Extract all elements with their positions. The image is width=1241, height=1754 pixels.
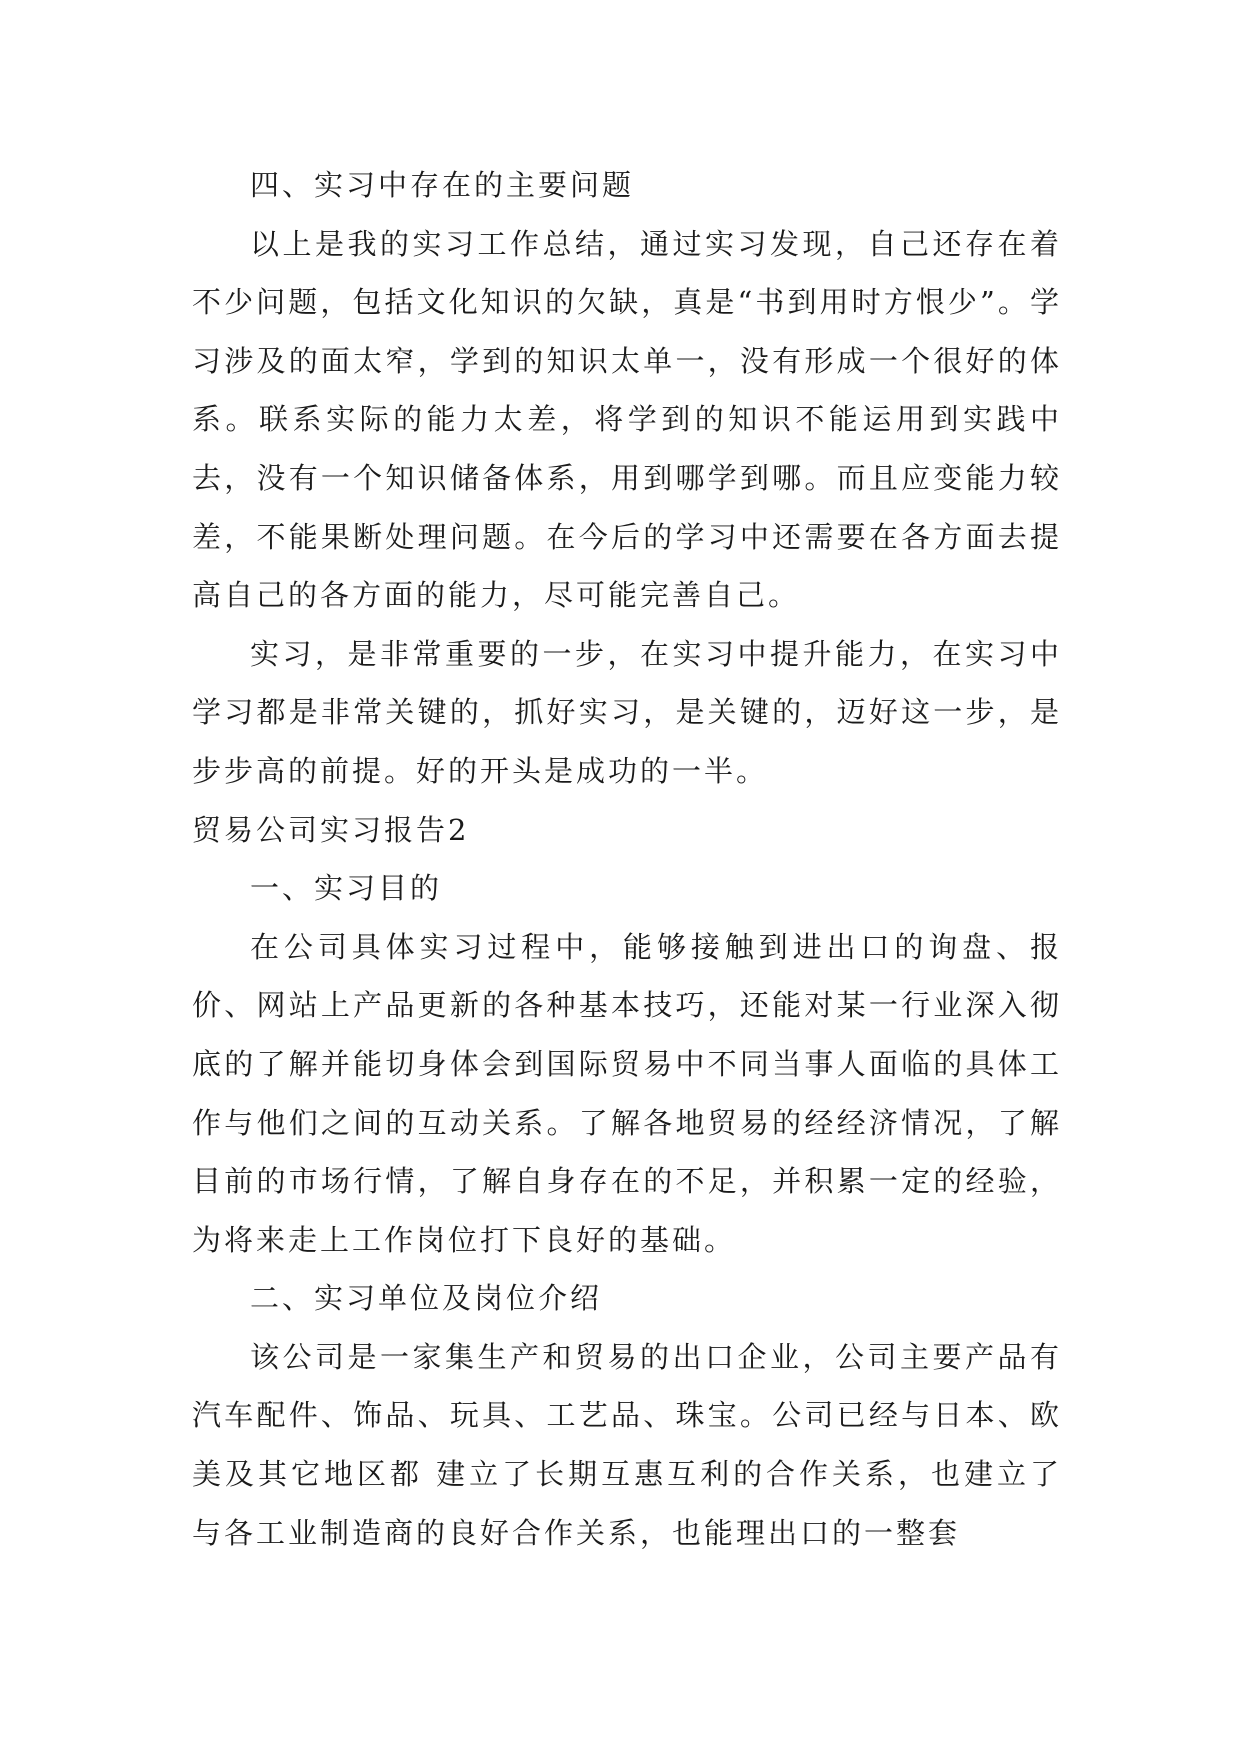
paragraph-purpose: 在公司具体实习过程中，能够接触到进出口的询盘、报价、网站上产品更新的各种基本技巧，还能对某一行业深入彻底的了解并能切身体会到国际贸易中不同当事人面临的具体工作与他们之间的互动关系。了解各地贸易的经经济情况，了解目前的市场行情，了解自身存在的不足，并积累一定的经验，为将来走上工作岗位打下良好的基础。 bbox=[192, 929, 1062, 1257]
document-body bbox=[192, 156, 1062, 1562]
paragraph-problems-summary: 以上是我的实习工作总结，通过实习发现，自己还存在着不少问题，包括文化知识的欠缺，真是“书到用时方恨少”。学习涉及的面太窄，学到的知识太单一，没有形成一个很好的体系。联系实际的能力太差，将学到的知识不能运用到实践中去，没有一个知识储备体系，用到哪学到哪。而且应变能力较差，不能果断处理问题。在今后的学习中还需要在各方面去提高自己的各方面的能力，尽可能完善自己。 bbox=[192, 226, 1062, 613]
section-heading-main-problems: 四、实习中存在的主要问题 bbox=[250, 168, 635, 202]
paragraph-internship-importance: 实习，是非常重要的一步，在实习中提升能力，在实习中学习都是非常关键的，抓好实习，是关键的，迈好这一步，是步步高的前提。好的开头是成功的一半。 bbox=[192, 636, 1062, 788]
report-title: 贸易公司实习报告2 bbox=[192, 812, 470, 847]
section-heading-purpose: 一、实习目的 bbox=[250, 871, 443, 906]
section-heading-unit-intro: 二、实习单位及岗位介绍 bbox=[250, 1281, 603, 1316]
paragraph-unit-intro: 该公司是一家集生产和贸易的出口企业，公司主要产品有汽车配件、饰品、玩具、工艺品、珠宝。公司已经与日本、欧美及其它地区都 建立了长期互惠互利的合作关系，也建立了与各工业制造商的良好合作关系，也能理出口的一整套 bbox=[192, 1339, 1062, 1550]
